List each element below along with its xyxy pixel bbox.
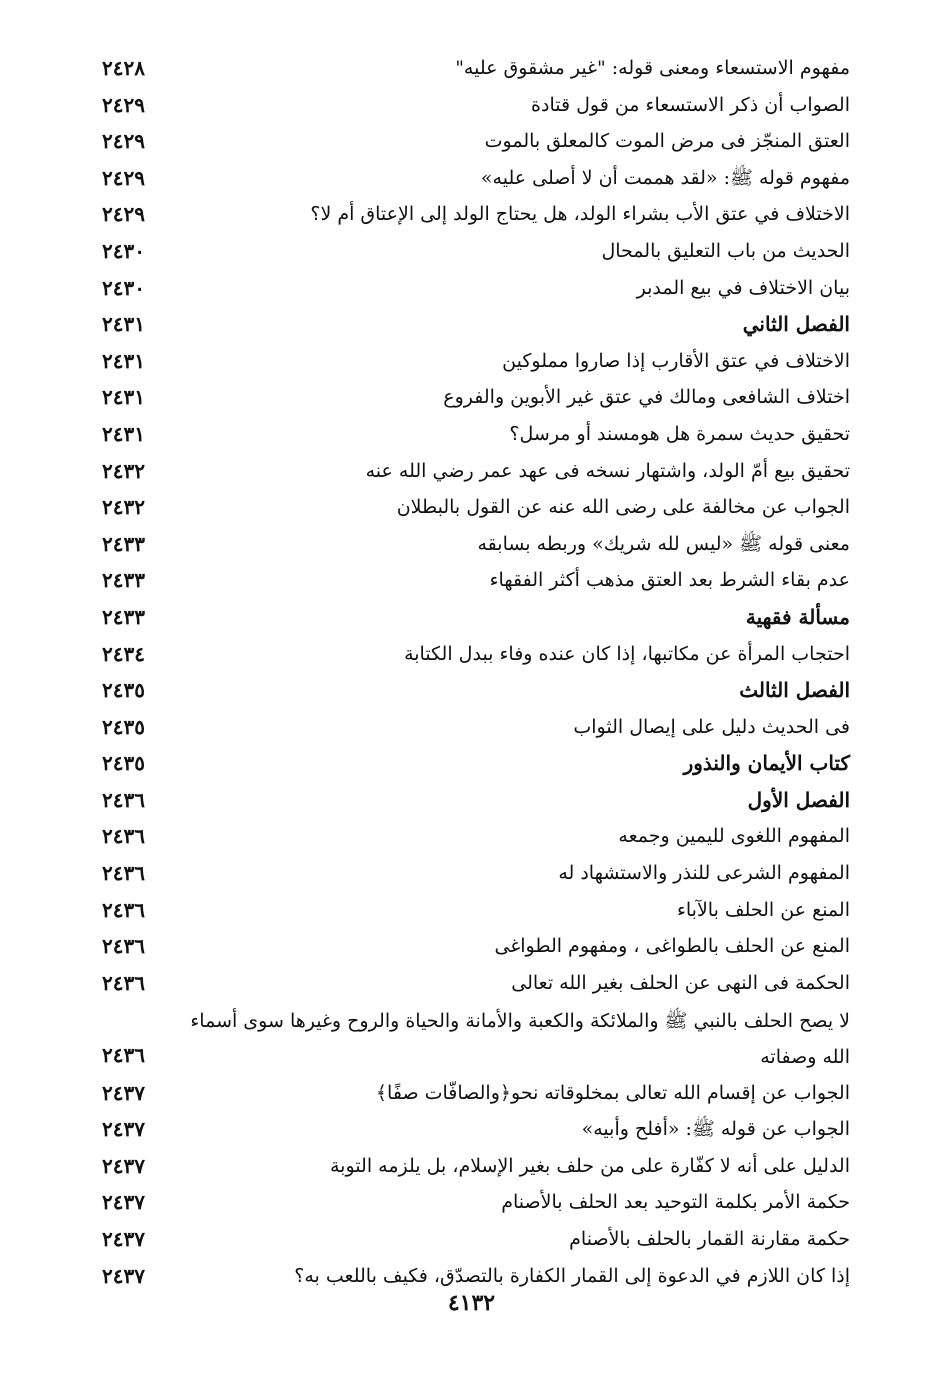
toc-entry bbox=[90, 162, 850, 199]
toc-entry bbox=[90, 930, 850, 967]
toc-entry-title: الاختلاف في عتق الأب بشراء الولد، هل يحتاج الولد إلى الإعتاق أم لا؟ bbox=[310, 203, 850, 226]
toc-entry bbox=[90, 1077, 850, 1114]
toc-entry-page-number: ٢٤٣٦ bbox=[102, 787, 145, 812]
toc-entry bbox=[90, 272, 850, 309]
toc-entry bbox=[90, 784, 850, 821]
toc-entry bbox=[90, 857, 850, 894]
toc-entry-title: المنع عن الحلف بالطواغى ، ومفهوم الطواغى bbox=[494, 935, 850, 958]
toc-entry bbox=[90, 1150, 850, 1187]
toc-entry bbox=[90, 1113, 850, 1150]
toc-entry bbox=[90, 674, 850, 711]
toc-entry-title: الحكمة فى النهى عن الحلف بغير الله تعالى bbox=[511, 971, 850, 994]
toc-entry-page-number: ٢٤٣٤ bbox=[102, 641, 145, 666]
toc-entry-title: معنى قوله ﷺ «ليس لله شريك» وربطه بسابقه bbox=[477, 532, 850, 555]
toc-entry bbox=[90, 1186, 850, 1223]
toc-entry-page-number: ٢٤٣٣ bbox=[102, 568, 145, 593]
toc-entry bbox=[90, 711, 850, 748]
toc-entry-page-number: ٢٤٣٧ bbox=[102, 1190, 145, 1215]
toc-entry-title: المفهوم اللغوى لليمين وجمعه bbox=[618, 825, 850, 848]
toc-entry-title: حكمة مقارنة القمار بالحلف بالأصنام bbox=[569, 1228, 850, 1250]
toc-entry-title: حكمة الأمر بكلمة التوحيد بعد الحلف بالأصنام bbox=[501, 1191, 850, 1214]
toc-entry-title: الحديث من باب التعليق بالمحال bbox=[601, 239, 850, 262]
toc-entry bbox=[90, 455, 850, 492]
toc-entry bbox=[90, 967, 850, 1004]
toc-entry-title: مفهوم الاستسعاء ومعنى قوله: "غير مشقوق عليه" bbox=[455, 57, 850, 79]
toc-entry bbox=[90, 601, 850, 638]
toc-section-heading: الفصل الثالث bbox=[739, 678, 850, 703]
toc-entry-title: الجواب عن مخالفة على رضى الله عنه عن القول بالبطلان bbox=[396, 496, 850, 519]
toc-entry-page-number: ٢٤٣٦ bbox=[102, 897, 145, 922]
toc-entry-page-number: ٢٤٣٣ bbox=[102, 531, 145, 556]
toc-entry bbox=[90, 308, 850, 345]
toc-section-heading: كتاب الأيمان والنذور bbox=[683, 751, 850, 776]
toc-entry-title: عدم بقاء الشرط بعد العتق مذهب أكثر الفقهاء bbox=[489, 569, 850, 592]
toc-entry-page-number: ٢٤٢٩ bbox=[102, 165, 145, 190]
toc-entry-page-number: ٢٤٣٧ bbox=[102, 1153, 145, 1178]
toc-entry-page-number: ٢٤٣٢ bbox=[102, 458, 145, 483]
toc-entry-title: الجواب عن إقسام الله تعالى بمخلوقاته نحو﴿والصافّات صفًا﴾ bbox=[375, 1081, 850, 1104]
toc-entry-page-number: ٢٤٣٦ bbox=[102, 861, 145, 886]
toc-entry-page-number: ٢٤٢٩ bbox=[102, 129, 145, 154]
toc-entry bbox=[90, 418, 850, 455]
toc-entry bbox=[90, 564, 850, 601]
toc-entry bbox=[90, 638, 850, 675]
toc-entry-title: المفهوم الشرعى للنذر والاستشهاد له bbox=[558, 862, 850, 885]
toc-entry bbox=[90, 747, 850, 784]
toc-entry bbox=[90, 235, 850, 272]
toc-entry-page-number: ٢٤٣٦ bbox=[102, 1043, 145, 1068]
toc-entry-title: مفهوم قوله ﷺ: «لقد هممت أن لا أصلى عليه» bbox=[480, 166, 850, 189]
toc-entry-page-number: ٢٤٣١ bbox=[102, 348, 145, 373]
toc-entry bbox=[90, 125, 850, 162]
toc-entry-page-number: ٢٤٣٦ bbox=[102, 824, 145, 849]
toc-entry-title: العتق المنجّز فى مرض الموت كالمعلق بالموت bbox=[484, 130, 850, 153]
toc-section-heading: الفصل الثاني bbox=[742, 312, 850, 337]
toc-entry-page-number: ٢٤٢٩ bbox=[102, 202, 145, 227]
toc-entry-page-number: ٢٤٣١ bbox=[102, 421, 145, 446]
toc-entry-page-number: ٢٤٣١ bbox=[102, 312, 145, 337]
toc-section-heading: الفصل الأول bbox=[747, 787, 850, 812]
toc-entry-page-number: ٢٤٣٧ bbox=[102, 1080, 145, 1105]
toc-entry-page-number: ٢٤٣٧ bbox=[102, 1263, 145, 1288]
toc-entry-title: اختلاف الشافعى ومالك في عتق غير الأبوين والفروع bbox=[443, 386, 850, 409]
toc-entry-page-number: ٢٤٣٧ bbox=[102, 1117, 145, 1142]
toc-entry bbox=[90, 1223, 850, 1260]
toc-entry bbox=[90, 1003, 850, 1076]
toc-entry bbox=[90, 198, 850, 235]
toc-entry-page-number: ٢٤٣٥ bbox=[102, 714, 145, 739]
toc-entry-title: تحقيق بيع أمّ الولد، واشتهار نسخه فى عهد عمر رضي الله عنه bbox=[365, 459, 850, 482]
table-of-contents bbox=[90, 52, 850, 1296]
toc-entry-page-number: ٢٤٢٩ bbox=[102, 92, 145, 117]
toc-entry-page-number: ٢٤٣٠ bbox=[102, 275, 145, 300]
toc-entry-page-number: ٢٤٣٥ bbox=[102, 678, 145, 703]
toc-entry-page-number: ٢٤٣٥ bbox=[102, 751, 145, 776]
toc-entry-title: الدليل على أنه لا كفّارة على من حلف بغير الإسلام، بل يلزمه التوبة bbox=[330, 1154, 850, 1177]
toc-entry-title: لا يصح الحلف بالنبي ﷺ والملائكة والكعبة والأمانة والحياة والروح وغيرها سوى أسماء الله وصفاته bbox=[190, 1010, 850, 1069]
toc-entry-title: الاختلاف في عتق الأقارب إذا صاروا مملوكين bbox=[502, 349, 850, 372]
toc-entry bbox=[90, 528, 850, 565]
toc-entry bbox=[90, 894, 850, 931]
toc-entry-page-number: ٢٤٣٦ bbox=[102, 970, 145, 995]
toc-entry bbox=[90, 820, 850, 857]
toc-entry-page-number: ٢٤٣٠ bbox=[102, 238, 145, 263]
toc-entry bbox=[90, 491, 850, 528]
toc-entry-page-number: ٢٤٣٧ bbox=[102, 1227, 145, 1251]
toc-entry-title: بيان الاختلاف في بيع المدبر bbox=[636, 276, 850, 299]
toc-entry-title: احتجاب المرأة عن مكاتبها، إذا كان عنده وفاء ببدل الكتابة bbox=[404, 642, 850, 665]
toc-entry-title: المنع عن الحلف بالآباء bbox=[676, 898, 850, 921]
toc-entry bbox=[90, 52, 850, 89]
toc-entry-page-number: ٢٤٣١ bbox=[102, 385, 145, 410]
toc-section-heading: مسألة فقهية bbox=[745, 604, 850, 629]
toc-entry-page-number: ٢٤٣٣ bbox=[102, 604, 145, 629]
toc-entry bbox=[90, 381, 850, 418]
toc-entry bbox=[90, 345, 850, 382]
toc-entry-page-number: ٢٤٣٦ bbox=[102, 934, 145, 959]
toc-entry-page-number: ٢٤٣٢ bbox=[102, 495, 145, 520]
page-number-folio: ٤١٣٢ bbox=[447, 1290, 496, 1316]
toc-entry-title: تحقيق حديث سمرة هل هومسند أو مرسل؟ bbox=[509, 422, 850, 445]
toc-entry-page-number: ٢٤٢٨ bbox=[102, 56, 145, 80]
toc-entry-title: فى الحديث دليل على إيصال الثواب bbox=[573, 715, 850, 738]
toc-entry-title: الجواب عن قوله ﷺ: «أفلح وأبيه» bbox=[581, 1118, 850, 1141]
toc-entry bbox=[90, 89, 850, 126]
toc-entry-title: الصواب أن ذكر الاستسعاء من قول قتادة bbox=[531, 93, 850, 116]
toc-entry-title: إذا كان اللازم في الدعوة إلى القمار الكفارة بالتصدّق، فكيف باللعب به؟ bbox=[294, 1264, 850, 1287]
